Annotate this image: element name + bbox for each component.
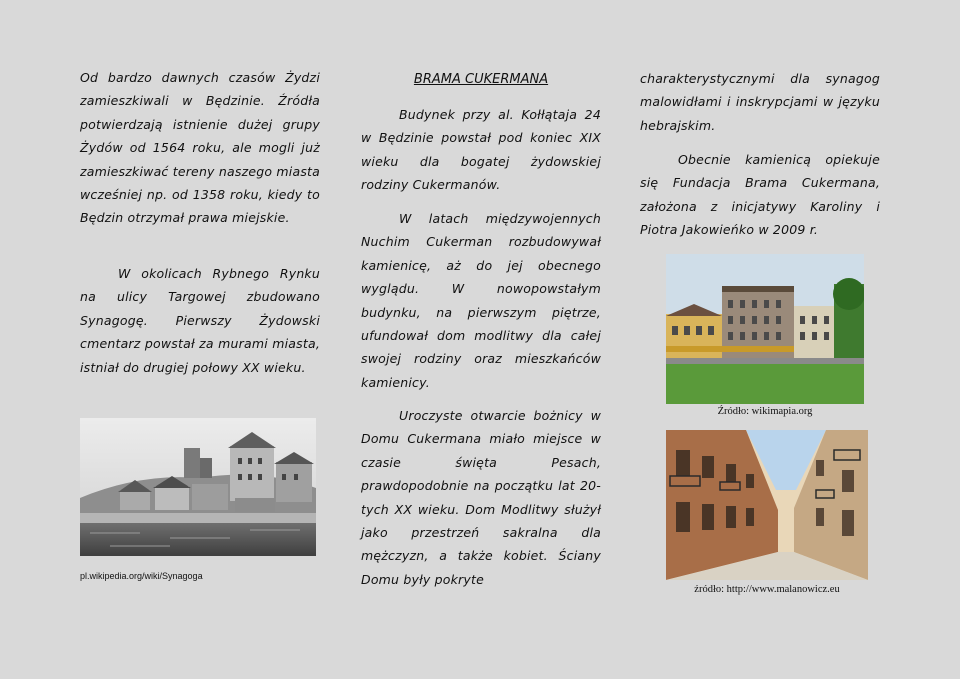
section-title: BRAMA CUKERMANA — [413, 72, 549, 87]
building-paragraph: Budynek przy al. Kołłątaja 24 w Będzinie powstał pod koniec XIX wieku dla bogatej żydowskiej rodziny Cukermanów. — [361, 107, 601, 193]
old-synagogue-photo — [80, 418, 316, 556]
intro-paragraph: Od bardzo dawnych czasów Żydzi zamieszkiwali w Będzinie. Źródła potwierdzają istnienie dużej grupy Żydów od 1564 roku, ale mogli już zamieszkiwać tereny naszego miasta wcześniej np. od 1358 roku, kiedy to Będzin otrzymał prawa miejskie. — [80, 70, 320, 226]
opening-paragraph: Uroczyste otwarcie bożnicy w Domu Cukermana miało miejsce w czasie święta Pesach, prawdopodobnie na początku lat 20-tych XX wieku. Dom Modlitwy służył jako przestrzeń sakralna dla mężczyzn, a także kobiet. Ściany Domu były pokryte — [361, 408, 601, 587]
interwar-paragraph: W latach międzywojennych Nuchim Cukerman rozbudowywał kamienicę, aż do jej obecnego wyglądu. W nowopowstałym budynku, na pierwszym piętrze, ufundował dom modlitwy dla całej swojej rodziny oraz mieszkańców kamienicy. — [361, 211, 601, 390]
alley-photo — [666, 430, 868, 580]
synagogue-paragraph: W okolicach Rybnego Rynku na ulicy Targowej zbudowano Synagogę. Pierwszy Żydowski cmentarz powstał za murami miasta, istniał do drugiej połowy XX wieku. — [80, 266, 320, 375]
old-photo-caption: pl.wikipedia.org/wiki/Synagoga — [80, 571, 203, 581]
paintings-paragraph: charakterystycznymi dla synagog malowidłami i inskrypcjami w języku hebrajskim. — [640, 71, 880, 133]
alley-photo-caption: źródło: http://www.malanowicz.eu — [694, 584, 840, 595]
street-photo-caption: Źródło: wikimapia.org — [717, 406, 813, 417]
foundation-paragraph: Obecnie kamienicą opiekuje się Fundacja Brama Cukermana, założona z inicjatywy Karoliny i Piotra Jakowieńko w 2009 r. — [640, 152, 880, 238]
street-photo — [666, 254, 864, 404]
